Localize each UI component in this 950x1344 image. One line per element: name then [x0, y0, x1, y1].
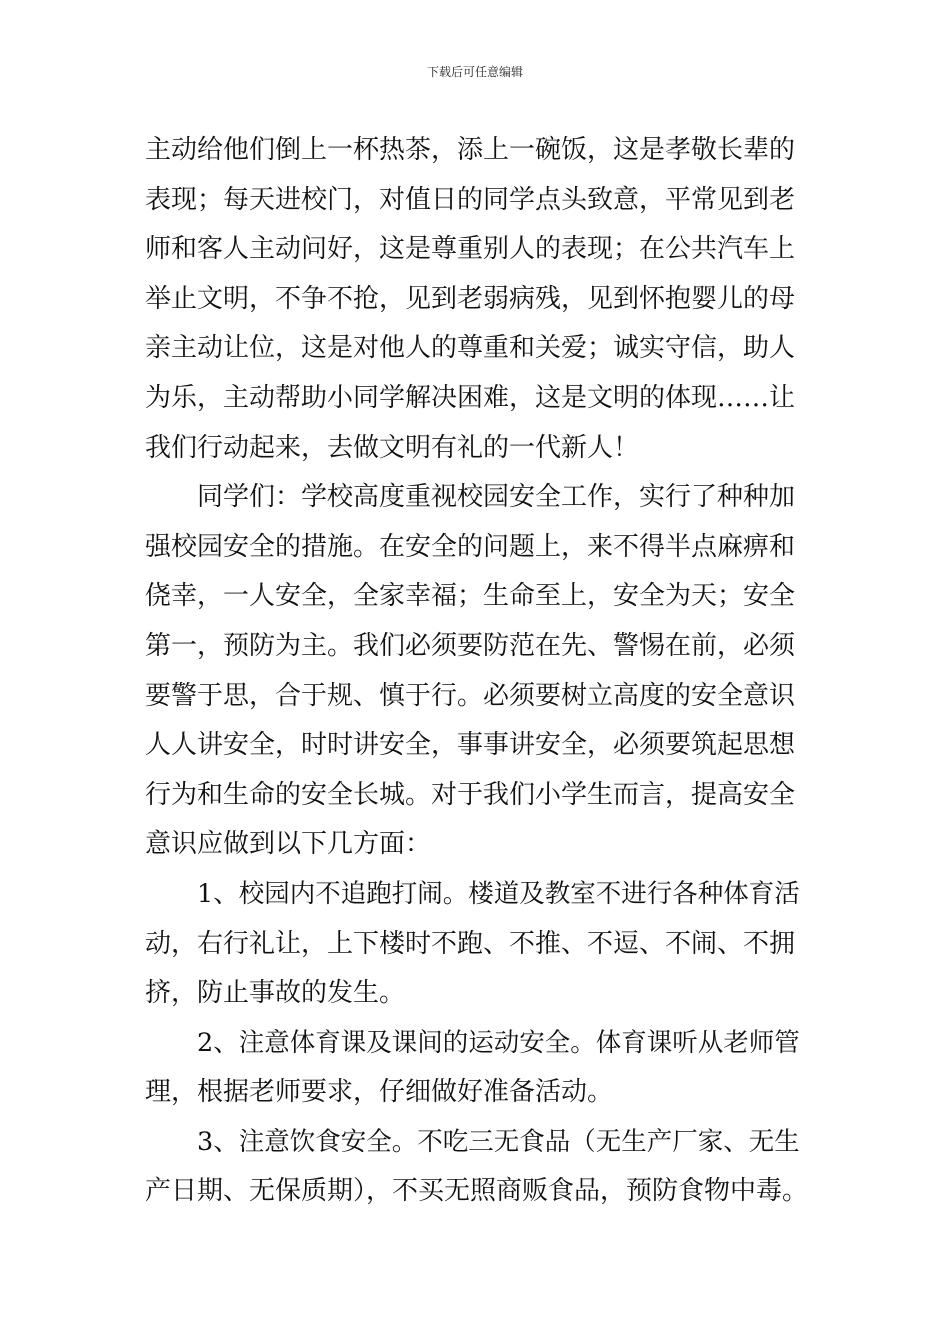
text-line: 产日期、无保质期），不买无照商贩食品，预防食物中毒。	[145, 1176, 809, 1207]
text-line: 强校园安全的措施。在安全的问题上，来不得半点麻痹和	[145, 531, 796, 562]
text-line: 师和客人主动问好，这是尊重别人的表现；在公共汽车上	[145, 234, 796, 265]
text-line: 亲主动让位，这是对他人的尊重和关爱；诚实守信，助人	[145, 333, 796, 364]
text-line: 我们行动起来，去做文明有礼的一代新人！	[145, 432, 640, 463]
text-line: 行为和生命的安全长城。对于我们小学生而言，提高安全	[145, 779, 796, 810]
text-line: 2、注意体育课及课间的运动安全。体育课听从老师管	[197, 1027, 800, 1058]
text-line: 表现；每天进校门，对值日的同学点头致意，平常见到老	[145, 184, 796, 215]
text-line: 人人讲安全，时时讲安全，事事讲安全，必须要筑起思想	[145, 730, 796, 761]
text-line: 3、注意饮食安全。不吃三无食品（无生产厂家、无生	[197, 1126, 800, 1157]
document-body	[145, 126, 808, 1217]
text-line: 主动给他们倒上一杯热茶，添上一碗饭，这是孝敬长辈的	[145, 135, 796, 165]
text-line: 理，根据老师要求，仔细做好准备活动。	[145, 1077, 614, 1108]
text-line: 要警于思，合于规、慎于行。必须要树立高度的安全意识	[145, 680, 796, 711]
text-line: 动，右行礼让，上下楼时不跑、不推、不逗、不闹、不拥	[145, 928, 796, 959]
text-line: 侥幸，一人安全，全家幸福；生命至上，安全为天；安全	[145, 581, 796, 612]
text-line: 1、校园内不追跑打闹。楼道及教室不进行各种体育活	[197, 878, 800, 909]
text-line: 为乐，主动帮助小同学解决困难，这是文明的体现……让	[145, 382, 796, 413]
page-header-note: 下载后可任意编辑	[426, 65, 523, 79]
text-line: 同学们：学校高度重视校园安全工作，实行了种种加	[197, 482, 796, 513]
text-line: 举止文明，不争不抢，见到老弱病残，见到怀抱婴儿的母	[145, 283, 796, 314]
text-line: 意识应做到以下几方面：	[145, 829, 432, 860]
text-line: 挤，防止事故的发生。	[145, 978, 406, 1009]
text-line: 第一，预防为主。我们必须要防范在先、警惕在前，必须	[145, 630, 796, 661]
